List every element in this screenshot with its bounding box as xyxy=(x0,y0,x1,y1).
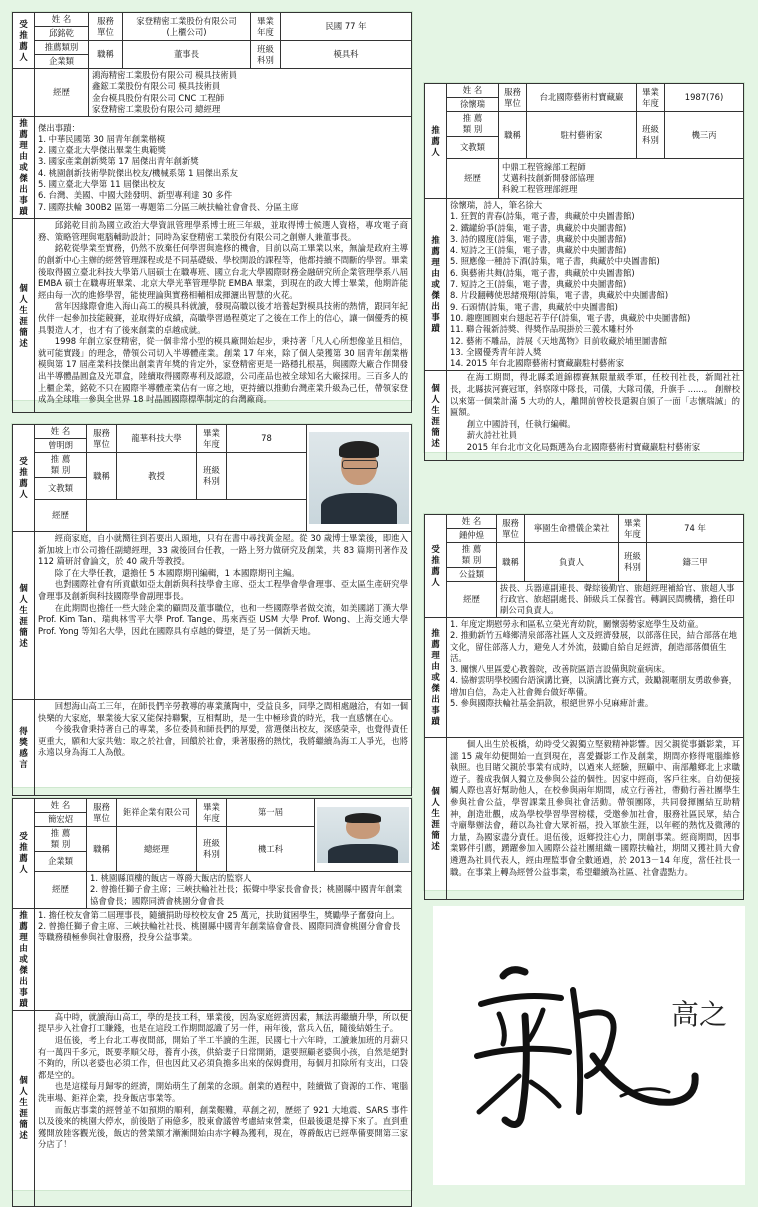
deeds-label: 推薦理由或傑出事蹟 xyxy=(13,908,35,1010)
unit-value: 寧園生命禮儀企業社 xyxy=(525,515,619,543)
calligraphy-brush-strokes xyxy=(433,906,745,1185)
title-value: 董事長 xyxy=(123,41,251,69)
profile-card-3 xyxy=(12,424,412,787)
deeds-label: 推薦理由或傑出事蹟 xyxy=(425,618,447,738)
career-value: 個人出生於板橋，幼時受父親獨立堅毅精神影響。因父親從事攝影業，耳濡 15 歲年幼便開始一直到現在，喜愛攝影工作及創業，期間亦修得電腦維修執照。也目睹父親於事業有成時，以過來人經驗，照顧中、南部離鄉北上求職遊子。養成我個人獨立及參與公益的個性。因家中經商，客戶往來。自幼便接觸人際也喜好幫助他人，在校參與兩年期間，成立行善社，帶動行善社團學生參與社會公益，學習課業且參與社會活動。帶領團隊，共同發揮團結互助精神，創造壯觀，成為學校學習學習榜樣，受邀參加社會，服務社區民眾，結合寺廟舉辦法會，藉以為社會大眾祈福，投入軍旅生涯，以年輕的熱忱及微薄的力量，為國家盡分責任。退伍後，返鄉投注心力，開創事業。經商期間，因事業夥伴引薦，踴躍參加入國際公益社團組織－國際扶輪社，期間又獲社員大會遴選為社員代表人，經由理監事會全數通過，於 2013－14 年度，當任社長一職。在事業上轉為經營公益事業，希望繼續為社區、社會盡點力。 xyxy=(447,738,744,900)
experience-value: 1. 桃園縣頂樓的飯店－尊爵大飯店的監察人 2. 曾擔任獅子會主席；三峽扶輪社社長；振聲中學家長會會長；桃園縣中國青年創業協會會長；國際同濟會桃園分會會長 xyxy=(87,872,412,909)
experience-label: 經歷 xyxy=(447,159,499,199)
career-label: 個人生涯簡述 xyxy=(13,532,35,700)
experience-value: 拔長、兵器連副連長、聲綜後勤官、旅超經理補給官、旅超人事行政官、旅超副處長、師級兵工保養官。轉調民間機構，擔任印刷公司負責人。 xyxy=(497,582,744,618)
title-value: 總經理 xyxy=(117,827,197,872)
career-label: 個人生涯簡述 xyxy=(13,219,35,413)
nominee-label: 受推薦人 xyxy=(13,425,35,532)
unit-label: 服務 單位 xyxy=(89,13,123,41)
class-label: 班級 科別 xyxy=(637,112,665,159)
grad-year-label: 畢業 年度 xyxy=(197,799,227,827)
deeds-value: 傑出事蹟： 1. 中華民國第 30 屆青年創業楷模 2. 國立臺北大學傑出畢業生典範獎 3. 國家產業創新獎第 17 屆傑出青年創新獎 4. 桃園創新技術學院傑出校友/機械系第 1 屆傑出系友 5. 國立臺北大學第 11 屆傑出校友 6. 台灣、美國、中國大陸發明、新型專利達 30 多件 7. 國際扶輪 300B2 區第一專題第二分區三峽扶輪社會會長、分區主席 xyxy=(35,117,412,219)
nominee-photo xyxy=(315,799,412,872)
experience-label: 經歷 xyxy=(35,69,89,117)
unit-value: 台北國際藝術村寶藏巖 xyxy=(527,84,637,112)
name-label: 姓 名 xyxy=(35,425,87,439)
category-value: 公益類 xyxy=(447,568,497,582)
career-label: 個人生涯簡述 xyxy=(425,371,447,461)
profile-card-5 xyxy=(12,798,412,1190)
grad-year-label: 畢業 年度 xyxy=(637,84,665,112)
nominee-label: 推薦人 xyxy=(425,84,447,199)
unit-label: 服務 單位 xyxy=(499,84,527,112)
title-label: 職稱 xyxy=(497,543,525,582)
unit-value: 龍華科技大學 xyxy=(117,425,197,453)
nominee-label: 受推薦人 xyxy=(13,799,35,909)
category-value: 企業類 xyxy=(35,55,89,69)
title-label: 職稱 xyxy=(499,112,527,159)
profile-card-2 xyxy=(424,83,744,452)
deeds-label: 推薦理由或傑出事蹟 xyxy=(425,199,447,371)
class-label: 班級 科別 xyxy=(251,41,281,69)
class-label: 班級 科別 xyxy=(619,543,647,582)
grad-year-label: 畢業 年度 xyxy=(619,515,647,543)
name-value: 簡宏炤 xyxy=(35,813,87,827)
category-label: 推 薦 類 別 xyxy=(447,112,499,137)
grad-year-value: 78 xyxy=(227,425,307,453)
deeds-value: 徐懷瑞，詩人，筆名徐大 1. 狂賀的青春(詩集，電子書，典藏於中央圖書館) 2. 鐵罐紛爭(詩集，電子書，典藏於中央圖書館) 3. 詩的國度(詩集，電子書，典藏於中央圖書館) 4. 短詩之王(詩集，電子書，典藏於中央圖書館) 5. 照應像一種詩下酒(詩集，電子書，典藏於中央圖書館) 6. 與藝術共舞(詩集，電子書，典藏於中央圖書館) 7. 短詩之王(詩集，電子書，典藏於中央圖書館) 8. 片段翻轉使思緒飛翔(詩集，電子書，典藏於中央圖書館) 9. 石頭情(詩集，電子書，典藏於中央圖書館) 10. 趣塵圓圓束台翅起若芋仔(詩集，電子書，典藏於中央圖書館) 11. 聯合報新詩獎、得獎作品現掛於三義木雕村外 12. 藝術不雕品，詩展《天地萬物》目前收藏於埔里圖書館 13. 全國優秀青年詩人獎 14. 2015 年台北國際藝術村寶藏巖駐村藝術家 xyxy=(447,199,744,371)
grad-year-label: 畢業 年度 xyxy=(251,13,281,41)
class-label: 班級 科別 xyxy=(197,827,227,872)
calligraphy-artwork xyxy=(433,906,745,1185)
name-value: 徐懷瑞 xyxy=(447,98,499,112)
profile-card-1 xyxy=(12,12,412,405)
profile-card-4 xyxy=(424,514,744,890)
name-label: 姓 名 xyxy=(447,84,499,98)
name-label: 姓 名 xyxy=(35,799,87,813)
title-label: 職稱 xyxy=(87,827,117,872)
class-label: 班級 科別 xyxy=(197,453,227,500)
unit-label: 服務 單位 xyxy=(87,799,117,827)
title-label: 職稱 xyxy=(89,41,123,69)
nominee-label: 受推薦人 xyxy=(13,13,35,69)
category-value: 文教類 xyxy=(447,137,499,159)
calligraphy-small-chars: 高之 xyxy=(671,998,728,1031)
unit-label: 服務 單位 xyxy=(497,515,525,543)
career-value: 邱銘乾目前為國立政治大學資訊管理學系博士班三年級，並取得博士候選人資格，專攻電子商務、策略管理與電腦輔助設計；同時為家登精密工業股份有限公司之創辦人兼董事長。 銘乾從學業至實務，仍然不放棄任何學習與進修的機會，目前以高工畢業以來，無論是政府主導的創新中心主辦的經營管理課程或是不同基礎級、學校開設的課程等，他都持續不間斷的學習。畢業後取得國立臺北科技大學第八屆碩士在職專班、國立台北大學國際財務金融研究所企業管理學系八屆 EMBA 碩士在職專班畢業、北京大學光華管理學院 EMBA 畢業，到現在的政大博士畢業，他期許能經由每一次的進修學習，能使理論與實務相輔相成揮灑出智慧的火花。 當年因緣際會進入海山高工的模具科就讀，發現高職以後才培養起對模具技術的熱情，跟同年紀伙伴一起參加技能競賽，並取得好成績，高職學習過程奠定了之後在工作上的信心，讓一個優秀的模具製造人才，也才有了後來創業的卓越成就。 1998 年創立家登精密，從一個非常小型的模具廠開始起步，秉持著「凡人心所想像並且相信，就可能實踐」的理念，帶領公司切入半導體產業。創業 17 年來，除了個人榮獲第 30 屆青年創業楷模與第 17 屆產業科技傑出創業青年獎的肯定外，家登精密更是一路穩扎根基，與國際大廠合作開發出半導體晶圓盒及光罩盒，陸續取得國際專利及認證，公司產品也被全球知名大廠採用。三百多人的上櫃企業，銘乾不只在國際半導體產業佔有一席之地，更持續以推動台灣產業升級為己任，帶領家登成為全球唯一參與全世界 18 吋晶圓國際標準制定的台灣廠商。 xyxy=(35,219,412,413)
nominee-label: 受推薦人 xyxy=(425,515,447,618)
class-value: 鑄三甲 xyxy=(647,543,744,582)
category-label: 推 薦 類 別 xyxy=(35,827,87,852)
experience-label: 經歷 xyxy=(35,500,87,532)
career-label: 個人生涯簡述 xyxy=(425,738,447,900)
career-value: 在海工期間，得北縣柔道錦標賽無限量級季軍，任校刊社長，新聞社社長，北縣拔河賽冠軍，斜察隊中隊長，司儀，大隊司儀，升旗手 ......。 創辦校以來第一個業計滿 5 大功的人，離開前曾校長還親自頒了一面「志懷瑞誠」的匾額。 創立中國詩刊，任執行編輯。 薪火詩社社員 2015 年台北市文化局甄選為台北國際藝術村寶藏巖駐村藝術家 xyxy=(447,371,744,461)
unit-label: 服務 單位 xyxy=(87,425,117,453)
career-value: 高中時，就讀海山高工，學的是技工科，畢業後，因為家庭經濟因素，無法再繼續升學，所以便提早步入社會打工賺錢，也是在這段工作期間認識了另一伴，兩年後，當兵入伍，隨後結婚生子。 退伍後，考上台北工專夜間部，開始了半工半讀的生涯，民國七十六年時，工讀兼加班的月薪只有一萬四千多元，既要孝順父母，養育小孩，供給妻子日常開銷，還要照顧老婆與小孩，自然是絕對不夠的，所以老婆也必須工作，但也因此又必須負擔多出來的保姆費用，每個月扣除所有支出，口袋都是空的。 也是這樣每月歸零的經濟，開始萌生了創業的念頭。創業的過程中，陸續做了資源的工作、電腦洗車場、鉅祥企業，投身飯店事業等。 而飯店事業的經營並不如預期的順利，創業艱難，草創之初，歷經了 921 大地震、SARS 事件以及後來的桃園大停水，前後賠了兩億多，股東會議曾考慮結束營業，但最後還是撐下來了。直到重獲開放陸客觀光後，飯店的營業額才漸漸開始由赤字轉為獲利，現在，尊爵飯店已經準備要開第三家分店了！ xyxy=(35,1010,412,1206)
grad-year-value: 民國 77 年 xyxy=(281,13,412,41)
experience-label: 經歷 xyxy=(35,872,87,909)
nominee-photo xyxy=(307,425,412,532)
name-label: 姓 名 xyxy=(35,13,89,27)
deeds-value: 1. 擔任校友會第二屆理事長，隨續捐助母校校友會 25 萬元，扶助貧困學生，獎勵學子奮發向上。 2. 曾擔任獅子會主席、三峽扶輪社社長、桃園縣中國青年創業協會會長、國際同濟會桃園分會會長等職務積極參與社會服務，投身公益事業。 xyxy=(35,908,412,1010)
deeds-value: 1. 年度定期慰勞永和區私立榮光育幼院，關懷弱勢家庭學生及幼童。 2. 推動新竹五峰鄉清泉部落社區人文及經濟發展，以部落住民，結合部落在地文化，留住部落人力，避免人才外流，鼓勵自給自足經濟，創造部落價值生活。 3. 關懷八里區愛心教養院，改善院區語言設備與院童病床。 4. 協辦雲明學校國台語演講比賽，以演講比賽方式，鼓勵親暱朋友勇敢參賽，增加自信，為走入社會舞台做好準備。 5. 參與國際扶輪社基金捐款，根絕世界小兒麻痺計畫。 xyxy=(447,618,744,738)
title-label: 職稱 xyxy=(87,453,117,500)
gratitude-label: 得獎感言 xyxy=(13,700,35,796)
career-value: 經商家庭，自小就嚮往到若要出人頭地，只有在書中尋找黃金屋。從 30 歲博士畢業後，即進入新加坡上市公司擔任副總經理，33 歲後回台任教，一路上努力做研究及創業，共 83 篇期刊著作及 112 篇研討會論文，於 40 歲升等教授。 除了在大學任教，還擔任 5 本國際期刊編輯，1 本國際期刊主編。 也對國際社會有所貢獻如亞太創新與科技學會主席、亞太工程學會學會理事、亞太區生產研究學會理事及創新與科技國際學會副理事長。 在此期間也擔任一些大陸企業的顧問及董事職位，也和一些國際學者做交流，如美國諾丁漢大學 Prof. Kim Tan、瑞典林雪平大學 Prof. Tange、馬來西亞 USM 大學 Prof. Wong、上海交通大學 Prof. Yong 等知名大學，因此在國際具有卓越的聲望，是了另一個新天地。 xyxy=(35,532,412,700)
experience-value: 中鼎工程管線部工程師 艾邁科技創新開發部協理 科銳工程管理部經理 xyxy=(499,159,744,199)
unit-value: 家登精密工業股份有限公司 (上櫃公司) xyxy=(123,13,251,41)
class-value: 機工科 xyxy=(227,827,315,872)
name-value: 邱銘乾 xyxy=(35,27,89,41)
class-value: 模具科 xyxy=(281,41,412,69)
class-value: 機三丙 xyxy=(665,112,744,159)
category-label: 推薦類別 xyxy=(35,41,89,55)
category-label: 推 薦 類 別 xyxy=(35,453,87,478)
name-value: 曾明朗 xyxy=(35,439,87,453)
grad-year-value: 第一屆 xyxy=(227,799,315,827)
title-value: 負責人 xyxy=(525,543,619,582)
category-value: 企業類 xyxy=(35,852,87,872)
gratitude-value: 回想海山高工三年，在師長們辛勞教導的專業薰陶中，受益良多，同學之間相處融洽，有如一個快樂的大家庭，畢業後大家又能保持聯繫，互相幫助，是一生中極珍貴的時光，我一直感懷在心。 今後我會秉持著自己的專業，多位委員和師長們的厚愛，當選傑出校友，深感榮幸，也覺得責任更重大，願和大家共勉：取之於社會，回饋於社會，秉著服務的熱忱，我將繼續為海工人爭光，也將永遠以身為海工人為傲。 xyxy=(35,700,412,796)
deeds-label: 推薦理由或傑出事蹟 xyxy=(13,117,35,219)
career-label: 個人生涯簡述 xyxy=(13,1010,35,1206)
title-value: 駐村藝術家 xyxy=(527,112,637,159)
category-label: 推 薦 類 別 xyxy=(447,543,497,568)
experience-value: 鴻海精密工業股份有限公司 模具技術員 鑫鋐工業股份有限公司 模具技術員 金台模具股份有限公司 CNC 工程師 家登精密工業股份有限公司 總經理 xyxy=(89,69,412,117)
calligraphy-main-char: 新 xyxy=(433,906,434,907)
category-value: 文教類 xyxy=(35,478,87,500)
unit-value: 鉅祥企業有限公司 xyxy=(117,799,197,827)
grad-year-label: 畢業 年度 xyxy=(197,425,227,453)
grad-year-value: 1987(76) xyxy=(665,84,744,112)
title-value: 教授 xyxy=(117,453,197,500)
grad-year-value: 74 年 xyxy=(647,515,744,543)
experience-label: 經歷 xyxy=(447,582,497,618)
name-value: 鍾仲煌 xyxy=(447,529,497,543)
name-label: 姓 名 xyxy=(447,515,497,529)
